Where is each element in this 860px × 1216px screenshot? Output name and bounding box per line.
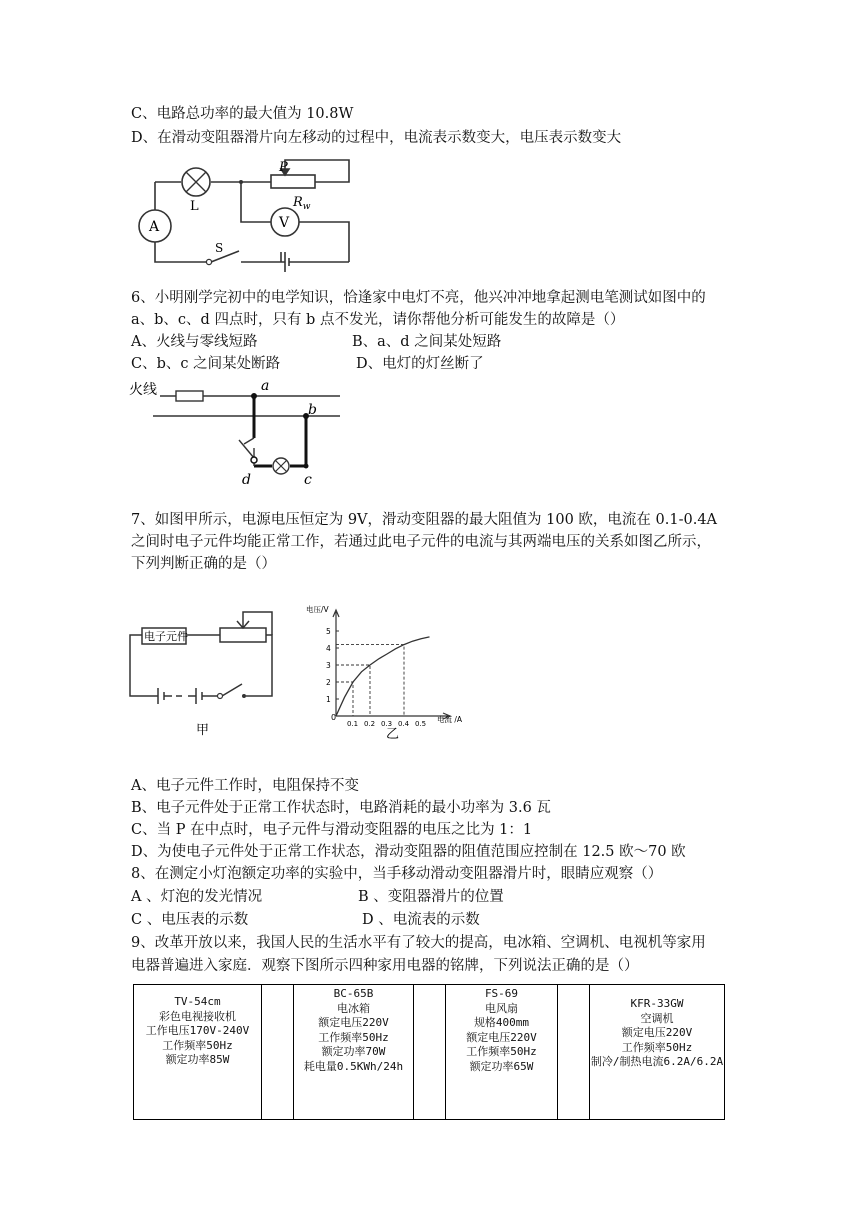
y-tick-label: 3 [326,661,331,670]
nameplate-spacer [414,985,446,1119]
q6-wiring-diagram [128,378,348,490]
x-axis-label: 电流 /A [437,715,463,724]
q7-option-d: D、为使电子元件处于正常工作状态，滑动变阻器的阻值范围应控制在 12.5 欧～70 欧 [131,844,686,860]
q6-option-d: D、电灯的灯丝断了 [356,356,484,372]
x-tick-label: 0.5 [415,720,427,728]
series-line [336,637,430,716]
y-tick-label: 2 [326,678,331,687]
q7-stem-line2: 之间时电子元件均能正常工作，若通过此电子元件的电流与其两端电压的关系如图乙所示， [131,534,711,550]
q6-option-c: C、b、c 之间某处断路 [131,356,281,372]
q6-option-b: B、a、d 之间某处短路 [352,334,502,350]
q7-voltage-current-chart [306,604,478,744]
lamp-label: L [190,199,199,214]
q6-stem-line2: a、b、c、d 四点时，只有 b 点不发光，请你帮他分析可能发生的故障是（） [131,312,625,328]
q8-option-a: A 、灯泡的发光情况 [131,889,263,905]
voltmeter-label: V [279,215,290,231]
q6-option-a: A、火线与零线短路 [131,334,258,350]
x-tick-label: 0.3 [381,720,393,728]
figure-yi-caption: 乙 [386,727,400,742]
nameplate-ac-text: KFR-33GW 空调机 额定电压220V 工作频率50Hz 制冷/制热电流6.2A/6.2A [590,997,724,1068]
q5-option-c: C、电路总功率的最大值为 10.8W [131,106,354,122]
nameplate-fan-text: FS-69 电风扇 规格400mm 额定电压220V 工作频率50Hz 额定功率65W [466,987,537,1073]
q8-option-b: B 、变阻器滑片的位置 [358,889,504,905]
nameplate-fridge [294,985,414,1119]
q8-option-d: D 、电流表的示数 [362,912,480,928]
switch-label: S [215,241,224,255]
point-d-label: d [242,472,251,488]
nameplate-table [133,984,725,1120]
y-tick-label: 4 [326,644,331,653]
q8-option-c: C 、电压表的示数 [131,912,249,928]
q7-option-b: B、电子元件处于正常工作状态时，电路消耗的最小功率为 3.6 瓦 [131,800,551,816]
y-axis-label: 电压/V [306,605,329,614]
rheostat-label: $R_w$ [293,195,311,212]
q7-circuit-jia [130,606,280,742]
figure-jia-caption: 甲 [196,723,210,738]
nameplate-tv-text: TV-54cm 彩色电视接收机 工作电压170V-240V 工作频率50Hz 额定功率85W [145,995,250,1066]
x-tick-label: 0.4 [398,720,410,728]
point-c-label: c [304,472,312,488]
origin-label: 0 [331,713,337,722]
nameplate-ac [590,985,724,1119]
y-tick-label: 1 [326,695,331,704]
q6-stem-line1: 6、小明刚学完初中的电学知识，恰逢家中电灯不亮，他兴冲冲地拿起测电笔测试如图中的 [131,290,706,306]
q9-stem-line1: 9、改革开放以来，我国人民的生活水平有了较大的提高，电冰箱、空调机、电视机等家用 [131,935,706,951]
electronic-component-label: 电子元件 [144,630,188,643]
ammeter-label: A [149,219,160,235]
point-a-label: a [261,378,270,394]
q7-stem-line3: 下列判断正确的是（） [131,556,276,572]
x-tick-label: 0.1 [347,720,359,728]
nameplate-spacer [558,985,590,1119]
q5-circuit-diagram [131,160,361,275]
nameplate-fridge-text: BC-65B 电冰箱 额定电压220V 工作频率50Hz 额定功率70W 耗电量0.5KWh/24h [303,987,404,1073]
x-tick-label: 0.2 [364,720,376,728]
slider-label: P [279,160,288,175]
q7-option-c: C、当 P 在中点时，电子元件与滑动变阻器的电压之比为 1：1 [131,822,533,838]
q9-stem-line2: 电器普遍进入家庭．观察下图所示四种家用电器的铭牌，下列说法正确的是（） [131,958,639,974]
nameplate-spacer [262,985,294,1119]
live-wire-label: 火线 [129,382,157,398]
y-tick-label: 5 [326,627,331,636]
guide-line [336,645,404,716]
q7-stem-line1: 7、如图甲所示，电源电压恒定为 9V，滑动变阻器的最大阻值为 100 欧，电流在 0.1-0.4A [131,512,718,528]
q8-stem: 8、在测定小灯泡额定功率的实验中，当手移动滑动变阻器滑片时，眼睛应观察（） [131,866,663,882]
q5-option-d: D、在滑动变阻器滑片向左移动的过程中，电流表示数变大，电压表示数变大 [131,130,622,146]
q7-option-a: A、电子元件工作时，电阻保持不变 [131,778,359,794]
nameplate-tv [134,985,262,1119]
point-b-label: b [308,402,317,418]
nameplate-fan [446,985,558,1119]
